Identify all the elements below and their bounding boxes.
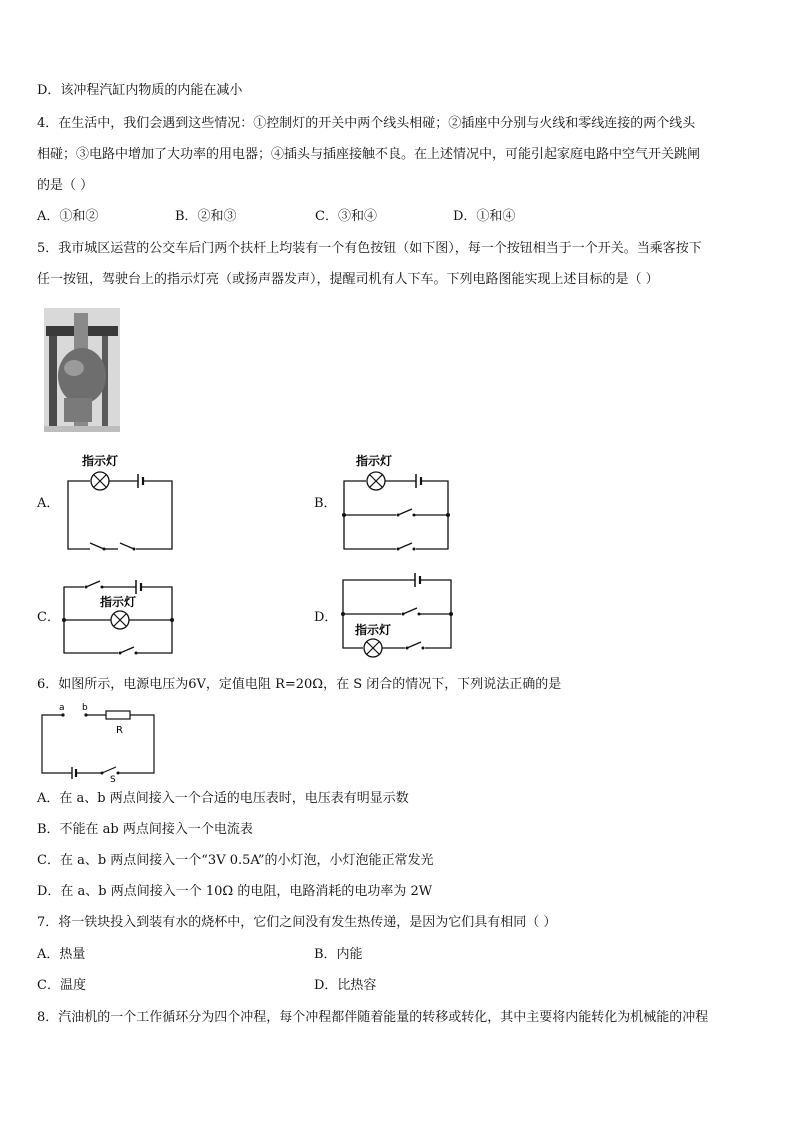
q7-option-c: C．温度 bbox=[37, 978, 86, 993]
q5-option-b-label: B． bbox=[314, 496, 337, 511]
q4-option-a: A．①和② bbox=[37, 209, 99, 224]
q6-option-b: B．不能在 ab 两点间接入一个电流表 bbox=[37, 822, 253, 837]
q5-option-a-label: A． bbox=[37, 496, 60, 511]
circuit-a bbox=[60, 450, 180, 560]
switch-icon bbox=[398, 543, 412, 549]
q7-stem-line1: 7．将一铁块投入到装有水的烧杯中，它们之间没有发生热传递，是因为它们具有相同（ ） bbox=[37, 915, 557, 930]
circuit-a-lamp-label: 指示灯 bbox=[82, 454, 119, 468]
switch-label: S bbox=[110, 775, 116, 782]
q4-option-c: C．③和④ bbox=[315, 209, 377, 224]
switch-icon bbox=[407, 642, 421, 648]
resistor-icon bbox=[106, 711, 130, 719]
switch-icon bbox=[403, 608, 417, 614]
circuit-c bbox=[56, 570, 180, 662]
circuit-d-lamp-label: 指示灯 bbox=[355, 623, 392, 637]
q6-option-a: A．在 a、b 两点间接入一个合适的电压表时，电压表有明显示数 bbox=[37, 791, 409, 806]
circuit-b bbox=[336, 450, 458, 560]
point-a-label: a bbox=[59, 703, 65, 713]
q5-stem-line1: 5．我市城区运营的公交车后门两个扶杆上均装有一个有色按钮（如下图），每一个按钮相当于一个开关。当乘客按下 bbox=[37, 241, 702, 256]
q5-stem-line2: 任一按钮，驾驶台上的指示灯亮（或扬声器发声），提醒司机有人下车。下列电路图能实现上述目标的是（ ） bbox=[37, 272, 659, 287]
q4-option-b: B．②和③ bbox=[175, 209, 237, 224]
q6-circuit bbox=[38, 700, 158, 782]
q4-option-d: D．①和④ bbox=[453, 209, 516, 224]
switch-icon bbox=[120, 647, 134, 653]
q6-stem-line1: 6．如图所示，电源电压为6V，定值电阻 R=20Ω，在 S 闭合的情况下，下列说法正确的是 bbox=[37, 677, 562, 692]
q7-option-a: A．热量 bbox=[37, 947, 86, 962]
q4-stem-line2: 相碰；③电路中增加了大功率的用电器；④插头与插座接触不良。在上述情况中，可能引起家庭电路中空气开关跳闸 bbox=[37, 147, 701, 162]
bus-button-photo bbox=[44, 308, 120, 432]
switch-icon bbox=[86, 581, 100, 587]
q5-option-c-label: C． bbox=[37, 610, 60, 625]
q4-stem-line1: 4．在生活中，我们会遇到这些情况：①控制灯的开关中两个线头相碰；②插座中分别与火线和零线连接的两个线头 bbox=[37, 116, 696, 131]
q6-option-c: C．在 a、b 两点间接入一个“3V 0.5A”的小灯泡，小灯泡能正常发光 bbox=[37, 853, 434, 868]
resistor-label: R bbox=[116, 725, 123, 736]
q8-stem-line1: 8．汽油机的一个工作循环分为四个冲程，每个冲程都伴随着能量的转移或转化，其中主要将内能转化为机械能的冲程 bbox=[37, 1010, 709, 1025]
q4-stem-line3: 的是（ ） bbox=[37, 178, 94, 193]
switch-icon bbox=[398, 509, 412, 515]
q6-option-d: D．在 a、b 两点间接入一个 10Ω 的电阻，电路消耗的电功率为 2W bbox=[37, 884, 433, 899]
switch-icon bbox=[102, 767, 116, 773]
point-b-label: b bbox=[82, 703, 88, 713]
q3-option-d: D．该冲程汽缸内物质的内能在减小 bbox=[37, 83, 243, 98]
circuit-d bbox=[335, 570, 459, 662]
switch-icon bbox=[120, 543, 134, 549]
switch-icon bbox=[90, 543, 104, 549]
q7-option-d: D．比热容 bbox=[314, 978, 377, 993]
circuit-b-lamp-label: 指示灯 bbox=[356, 454, 393, 468]
q7-option-b: B．内能 bbox=[314, 947, 363, 962]
q5-option-d-label: D． bbox=[314, 610, 338, 625]
circuit-c-lamp-label: 指示灯 bbox=[100, 595, 137, 609]
